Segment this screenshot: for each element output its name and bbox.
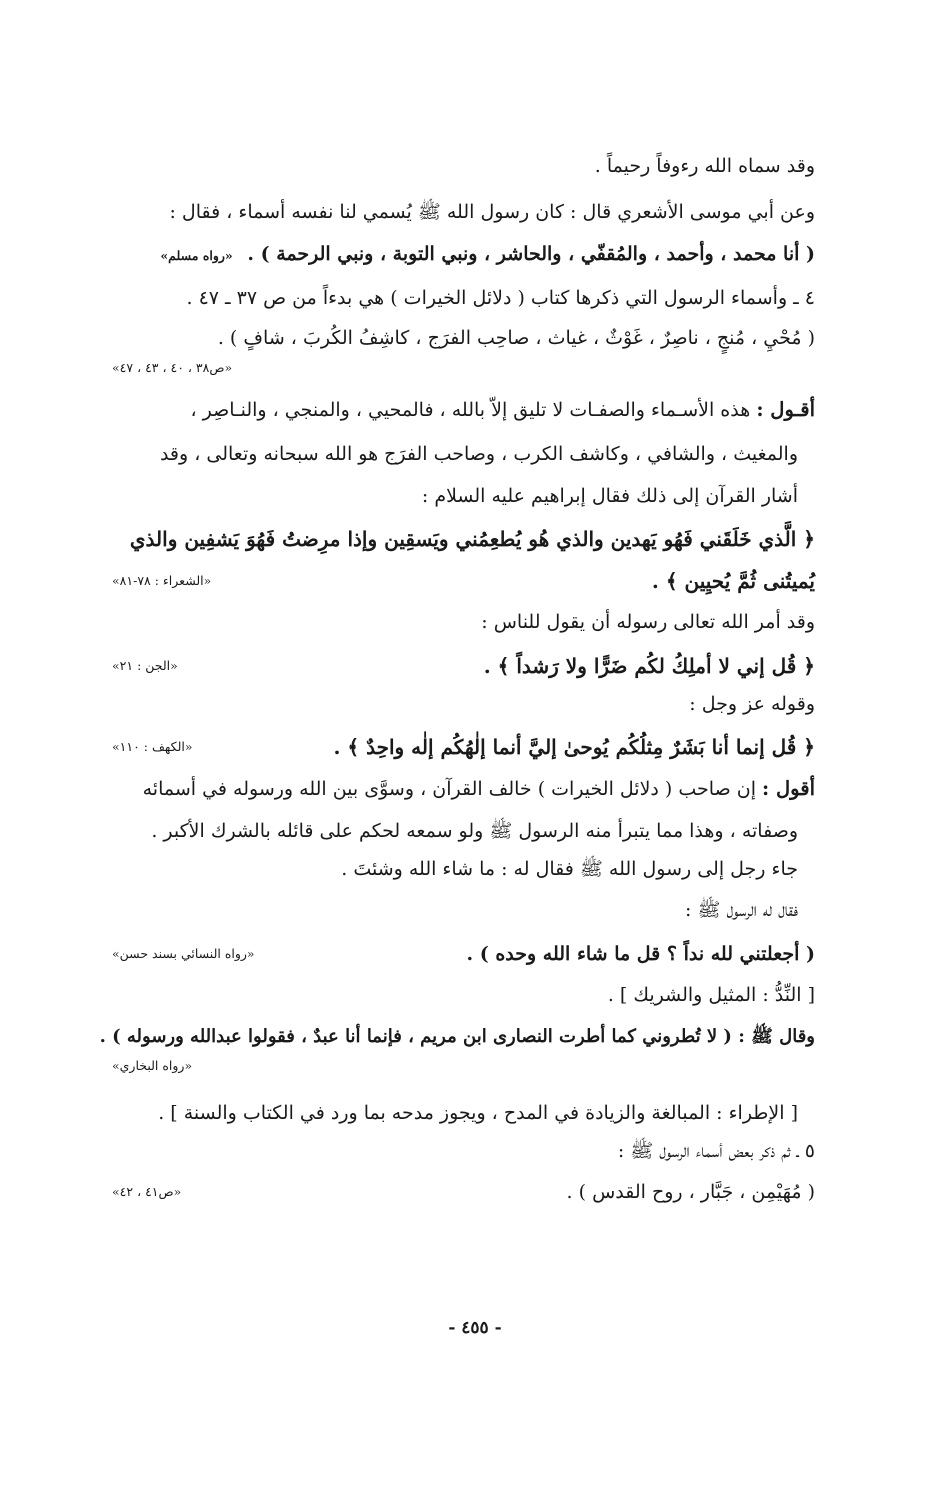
text-line (112, 284, 815, 314)
text-line (112, 324, 815, 354)
line-text: وصفاته ، وهذا مما يتبرأ منه الرسول ﷺ ولو سمعه لحكم على قائله بالشرك الأكبر . (151, 820, 798, 842)
text-line (112, 775, 815, 805)
line-text: ٥ ـ ثم ذكر بعض أسماء الرسول ﷺ : (617, 1140, 815, 1162)
text-line (112, 817, 798, 847)
line-text: وقد سماه الله رءوفاً رحيماً . (594, 155, 815, 177)
text-line (112, 855, 798, 885)
line-text: ٤ ـ وأسماء الرسول التي ذكرها كتاب ( دلائل الخيرات ) هي بدءاً من ص ٣٧ ـ ٤٧ . (186, 287, 815, 309)
source-reference: «ص٣٨ ، ٤٠ ، ٤٣ ، ٤٧» (112, 360, 233, 375)
section-heading: أقـول : (756, 398, 815, 421)
text-line (112, 690, 815, 720)
text-line (112, 608, 815, 638)
line-text: [ الإطراء : المبالغة والزيادة في المدح ، ويجوز مدحه بما ورد في الكتاب والسنة ] . (158, 1102, 798, 1124)
line-text: والمغيث ، والشافي ، وكاشف الكرب ، وصاحب الفرَج هو الله سبحانه وتعالى ، وقد (159, 443, 798, 465)
line-text: وقد أمر الله تعالى رسوله أن يقول للناس : (481, 611, 815, 633)
line-text: هذه الأسـماء والصفـات لا تليق إلاّ بالله ، فالمحيي ، والمنجي ، والنـاصِر ، (190, 399, 751, 421)
text-line (112, 1137, 815, 1167)
source-reference: «رواه البخاري» (112, 1058, 193, 1073)
source-reference: «الجن : ٢١» (112, 658, 178, 673)
hadith-text: وقال ﷺ : ( لا تُطروني كما أطرت النصارى ابن مريم ، فإنما أنا عبدٌ ، فقولوا عبدالله ورسوله ) . (99, 1026, 815, 1047)
source-reference: «رواه النسائي بسند حسن» (112, 946, 255, 961)
source-reference: «الكهف : ١١٠» (112, 739, 193, 754)
hadith-text: ( أنا محمد ، وأحمد ، والمُقفّي ، والحاشر ، ونبي التوبة ، ونبي الرحمة ) . (247, 243, 815, 265)
text-line-hadith (99, 1023, 815, 1053)
text-line (112, 396, 815, 426)
line-text: أشار القرآن إلى ذلك فقال إبراهيم عليه السلام : (421, 485, 798, 507)
quran-text: ﴿ الَّذي خَلَقَني فَهُو يَهدين والذي هُو يُطعِمُني ويَسقِين وإذا مرِضتُ فَهُوَ يَشفِين والذي (129, 527, 815, 551)
text-line (112, 152, 815, 182)
quran-verse-line (112, 733, 815, 763)
text-line-hadith (112, 240, 815, 270)
quran-verse-line (112, 652, 815, 682)
line-text: وعن أبي موسى الأشعري قال : كان رسول الله ﷺ يُسمي لنا نفسه أسماء ، فقال : (169, 201, 815, 223)
line-text: فقال له الرسول ﷺ : (685, 899, 798, 921)
page-number: - ٤٥٥ - (448, 1318, 502, 1338)
quran-verse-line (112, 525, 815, 555)
text-line (112, 440, 798, 470)
line-text: إن صاحب ( دلائل الخيرات ) خالف القرآن ، وسوَّى بين الله ورسوله في أسمائه (142, 778, 756, 800)
quran-text: ﴿ قُل إني لا أملِكُ لكُم ضَرًّا ولا رَشداً ﴾ . (483, 654, 815, 678)
hadith-text: ( أجعلتني لله نداً ؟ قل ما شاء الله وحده ) . (466, 943, 815, 965)
line-text: وقوله عز وجل : (689, 693, 815, 715)
line-text: جاء رجل إلى رسول الله ﷺ فقال له : ما شاء الله وشئتَ . (341, 858, 798, 880)
source-reference: «الشعراء : ٧٨-٨١» (112, 573, 212, 588)
text-line (112, 1099, 798, 1129)
section-heading: أقول : (762, 777, 815, 800)
quran-text: يُميتُنى ثُمَّ يُحيِين ﴾ . (651, 569, 815, 593)
line-text: [ النِّدُّ : المثيل والشريك ] . (607, 984, 815, 1006)
quran-verse-line (112, 567, 815, 597)
text-line (112, 482, 798, 512)
line-text: ( مُهَيْمِن ، جَبَّار ، روح القدس ) . (566, 1181, 815, 1203)
source-reference: «رواه مسلم» (160, 248, 233, 263)
text-line (112, 198, 815, 228)
line-text: ( مُحْيِ ، مُنجٍ ، ناصِرٌ ، غَوْثٌ ، غياث ، صاحِب الفرَج ، كاشِفُ الكُربَ ، شافٍ ) . (217, 327, 815, 349)
quran-text: ﴿ قُل إنما أنا بَشَرٌ مِثلُكُم يُوحىٰ إليَّ أنما إلٰهُكُم إلٰه واحِدٌ ﴾ . (333, 735, 815, 759)
text-line (112, 896, 798, 926)
text-line (112, 981, 815, 1011)
text-line (112, 1178, 815, 1208)
source-reference: «ص٤١ ، ٤٢» (112, 1184, 182, 1199)
